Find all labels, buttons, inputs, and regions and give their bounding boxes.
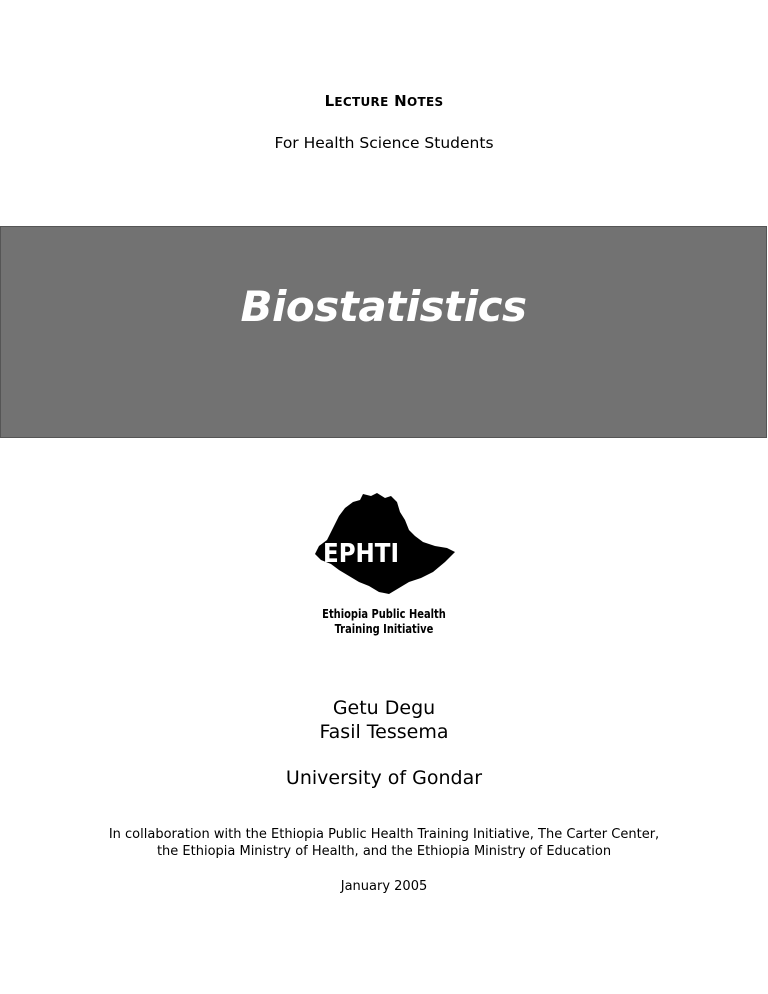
institution: University of Gondar xyxy=(285,767,483,789)
logo-caption-line2: Training Initiative xyxy=(334,621,434,636)
series-title-otes: OTES xyxy=(406,95,444,109)
logo-caption-line1: Ethiopia Public Health xyxy=(322,606,446,621)
title-banner xyxy=(0,226,767,438)
author-2: Fasil Tessema xyxy=(319,721,449,743)
collaboration-line-1: In collaboration with the Ethiopia Public Health Training Initiative, The Carter Center, xyxy=(108,827,660,842)
subtitle: For Health Science Students xyxy=(274,134,494,152)
logo-emblem-text: EPHTI xyxy=(323,539,399,569)
collaboration-note xyxy=(0,826,768,860)
series-title-l: L xyxy=(324,92,335,110)
author-1: Getu Degu xyxy=(332,697,436,719)
publication-date: January 2005 xyxy=(340,879,428,894)
book-title: Biostatistics xyxy=(240,282,527,331)
ethiopia-map-icon xyxy=(305,490,465,600)
series-title-ecture: ECTURE xyxy=(334,95,389,109)
collaboration-line-2: the Ethiopia Ministry of Health, and the Ethiopia Ministry of Education xyxy=(156,844,612,859)
series-title xyxy=(0,92,768,110)
authors xyxy=(0,696,768,744)
series-title-n: N xyxy=(394,92,407,110)
